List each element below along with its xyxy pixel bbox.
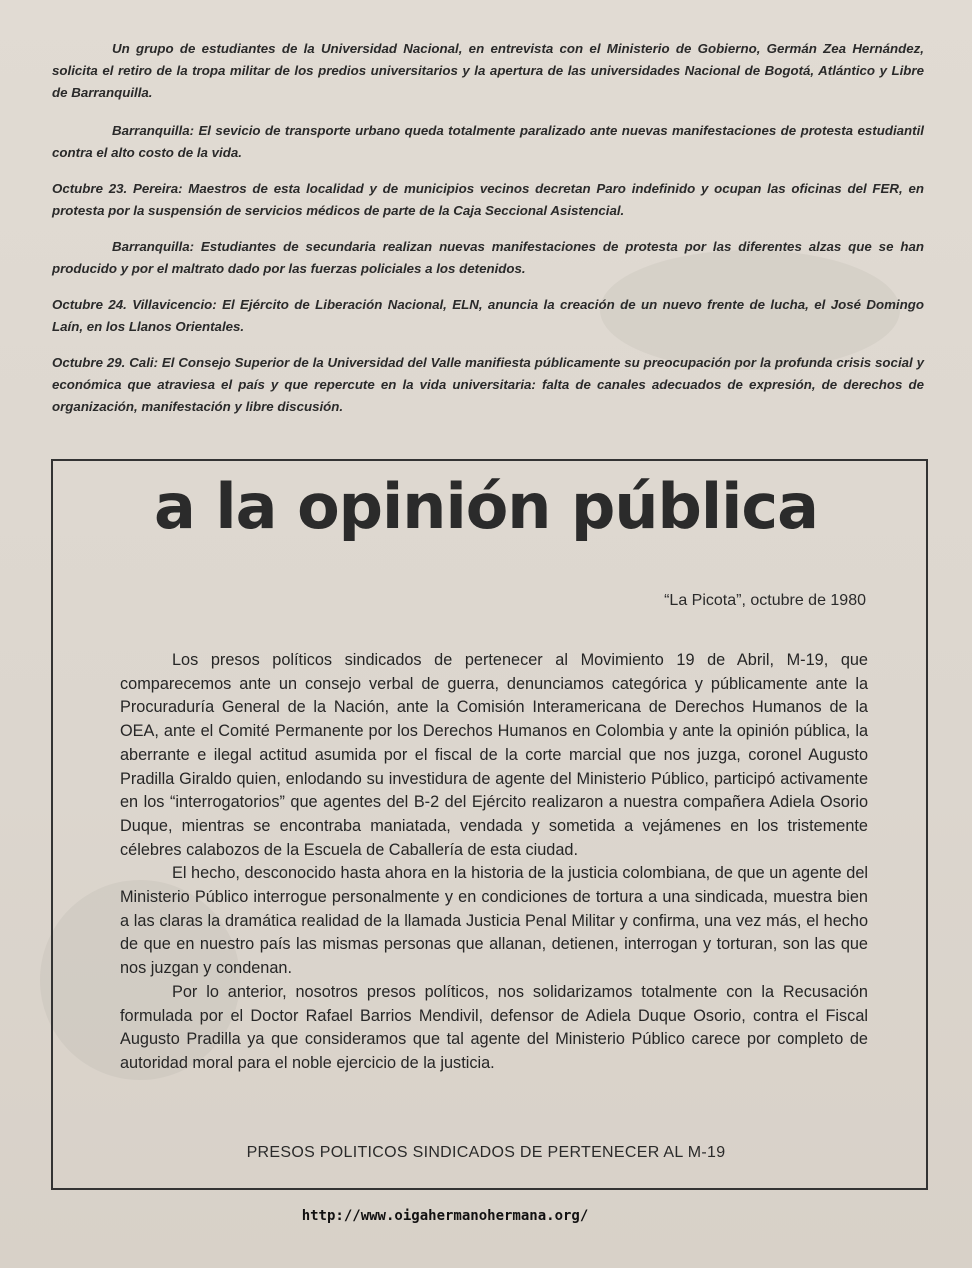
notice-dateline: “La Picota”, octubre de 1980	[664, 592, 866, 609]
footer-url[interactable]: http://www.oigahermanohermana.org/	[301, 1208, 589, 1224]
chronicle-entries	[52, 38, 924, 418]
chronicle-entry: Barranquilla: Estudiantes de secundaria realizan nuevas manifestaciones de protesta por las diferentes alzas que se han producido y por el maltrato dado por las fuerzas policiales a los detenidos.	[52, 239, 924, 276]
notice-paragraph: El hecho, desconocido hasta ahora en la historia de la justicia colombiana, de que un agente del Ministerio Público interrogue personalmente y en condiciones de tortura a una sindicada, muestra bien a las claras la dramática realidad de la llamada Justicia Penal Militar y confirma, una vez más, el hecho de que en nuestro país las mismas personas que allanan, detienen, interrogan y torturan, son las que nos juzgan y condenan.	[120, 864, 868, 978]
chronicle-entry: Octubre 23. Pereira: Maestros de esta localidad y de municipios vecinos decretan Paro indefinido y ocupan las oficinas del FER, en protesta por la suspensión de servicios médicos de parte de la Caja Seccional Asistencial.	[52, 181, 924, 218]
notice-paragraph: Los presos políticos sindicados de pertenecer al Movimiento 19 de Abril, M-19, que comparecemos ante un consejo verbal de guerra, denunciamos categórica y públicamente ante la Procuraduría General de la Nación, ante la Comisión Interamericana de Derechos Humanos de la OEA, ante el Comité Permanente por los Derechos Humanos en Colombia y ante la opinión pública, la aberrante e ilegal actitud asumida por el fiscal de la corte marcial que nos juzga, coronel Augusto Pradilla Giraldo quien, enlodando su investidura de agente del Ministerio Público, participó activamente en los “interrogatorios” que agentes del B-2 del Ejército realizaron a nuestra compañera Adiela Osorio Duque, mientras se encontraba maniatada, vendada y sometida a vejámenes en los tristemente célebres calabozos de la Escuela de Caballería de esta ciudad.	[120, 651, 868, 859]
notice-body	[120, 649, 868, 1076]
chronicle-entry: Un grupo de estudiantes de la Universidad Nacional, en entrevista con el Ministerio de Gobierno, Germán Zea Hernández, solicita el retiro de la tropa militar de los predios universitarios y la apertura de las universidades Nacional de Bogotá, Atlántico y Libre de Barranquilla.	[52, 41, 924, 100]
chronicle-entry: Barranquilla: El sevicio de transporte urbano queda totalmente paralizado ante nuevas manifestaciones de protesta estudiantil contra el alto costo de la vida.	[52, 123, 924, 160]
notice-paragraph: Por lo anterior, nosotros presos políticos, nos solidarizamos totalmente con la Recusación formulada por el Doctor Rafael Barrios Mendivil, defensor de Adiela Duque Osorio, contra el Fiscal Augusto Pradilla ya que consideramos que tal agente del Ministerio Público carece por completo de autoridad moral para el noble ejercicio de la justicia.	[120, 982, 868, 1072]
chronicle-entry: Octubre 29. Cali: El Consejo Superior de la Universidad del Valle manifiesta públicamente su preocupación por la profunda crisis social y económica que atraviesa el país y que repercute en la vida universitaria: falta de canales adecuados de expresión, de derechos de organización, manifestación y libre discusión.	[52, 355, 924, 414]
notice-title: a la opinión pública	[153, 470, 819, 543]
chronicle-entry: Octubre 24. Villavicencio: El Ejército de Liberación Nacional, ELN, anuncia la creación de un nuevo frente de lucha, el José Domingo Laín, en los Llanos Orientales.	[52, 297, 924, 334]
notice-signature: PRESOS POLITICOS SINDICADOS DE PERTENECER AL M-19	[246, 1144, 726, 1161]
